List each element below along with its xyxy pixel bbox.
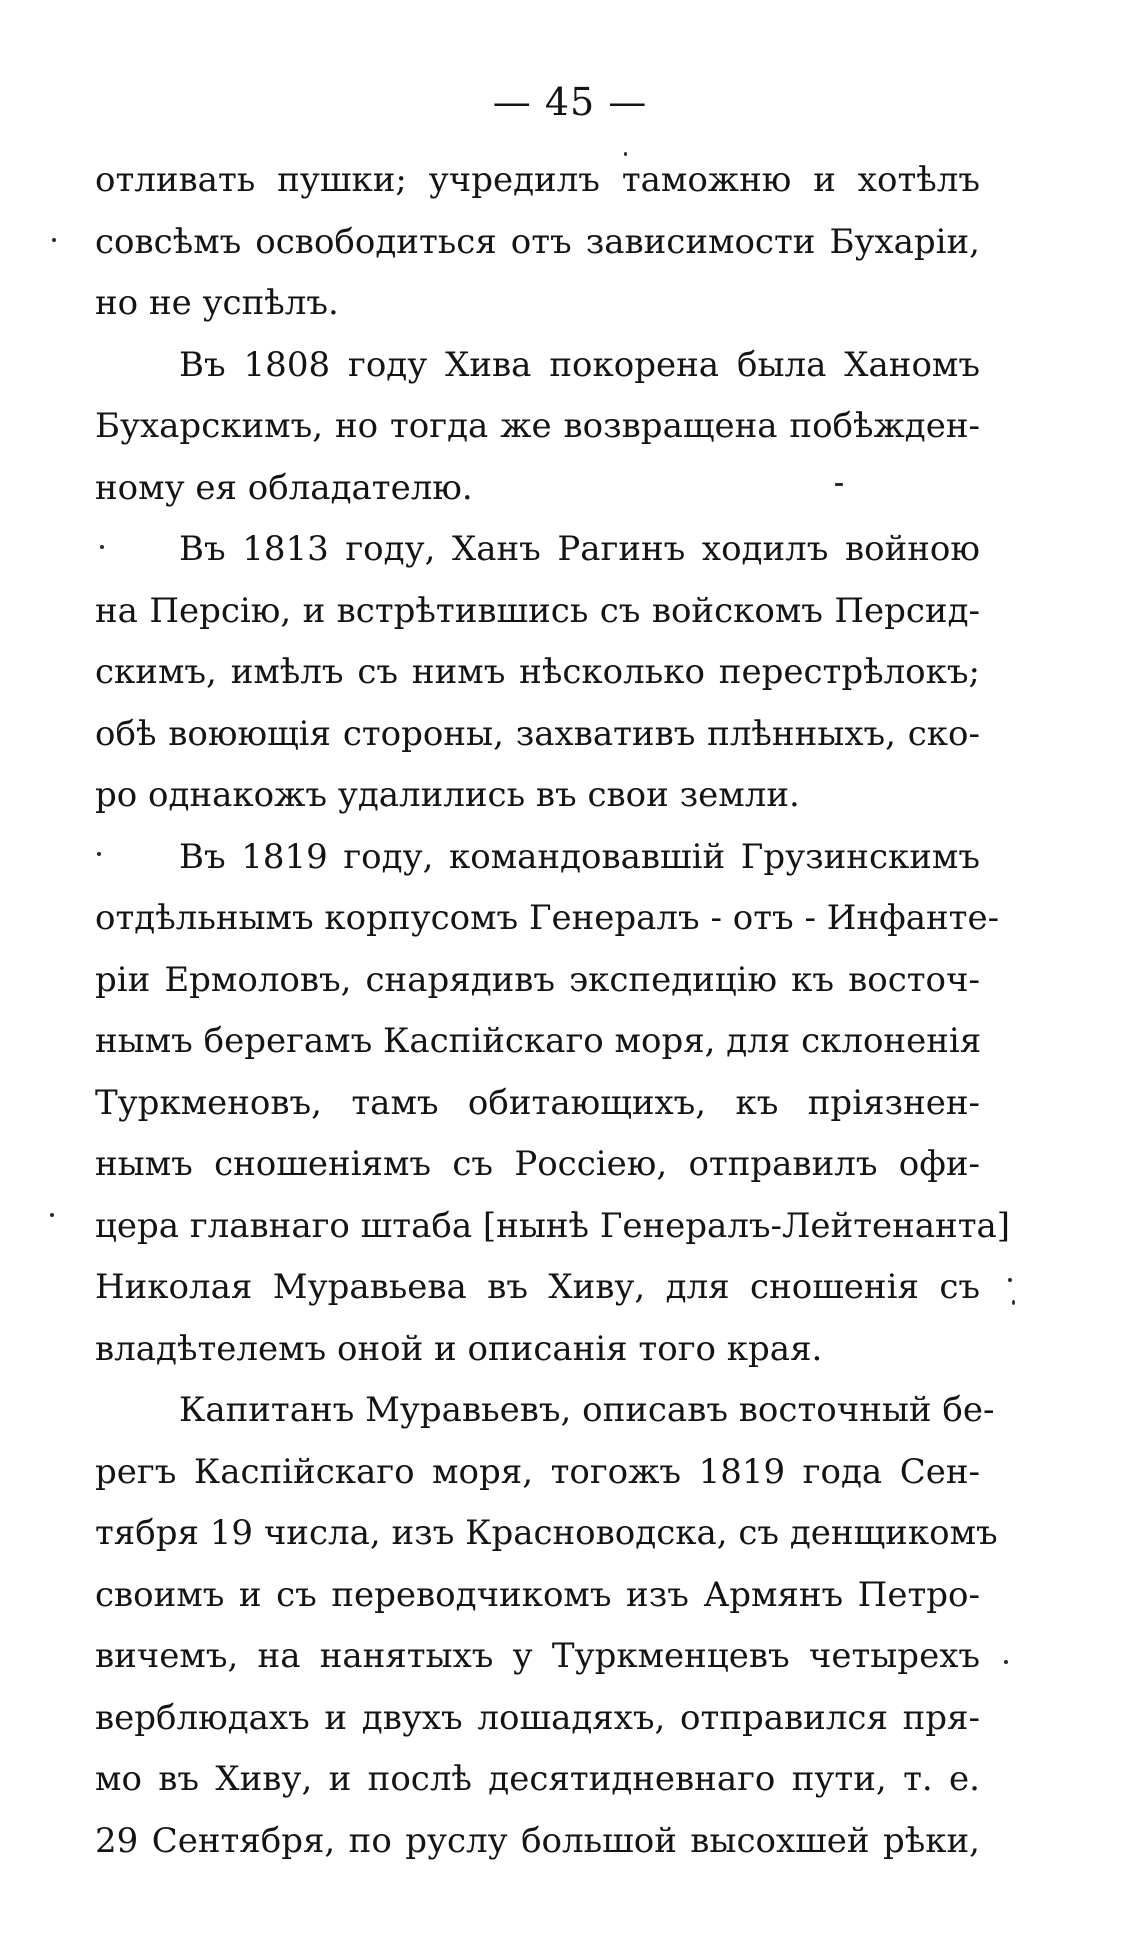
ink-speck (100, 545, 104, 549)
text-line: отдѣльнымъ корпусомъ Генералъ - отъ - Инфанте- (95, 898, 1000, 938)
ink-speck (624, 152, 627, 156)
text-line: мо въ Хиву, и послѣ десятидневнаго пути, т. е. (95, 1759, 980, 1799)
text-line: обѣ воюющія стороны, захвативъ плѣнныхъ, ско- (95, 713, 980, 754)
text-line: Бухарскимъ, но тогда же возвращена побѣжден- (95, 406, 980, 446)
body-text (95, 150, 1011, 1872)
text-line: ному ея обладателю. (95, 467, 473, 508)
text-line: Туркменовъ, тамъ обитающихъ, къ пріязнен- (95, 1082, 980, 1123)
text-line: вичемъ, на нанятыхъ у Туркменцевъ четырехъ (95, 1636, 980, 1676)
text-line: но не успѣлъ. (95, 283, 339, 323)
ink-speck (1008, 1278, 1012, 1282)
paragraph-start-line: Въ 1813 году, Ханъ Рагинъ ходилъ войною (179, 529, 980, 569)
text-line: ріи Ермоловъ, снарядивъ экспедицію къ восточ- (95, 959, 980, 1000)
text-line: на Персію, и встрѣтившись съ войскомъ Персид- (95, 590, 980, 631)
text-line: Николая Муравьева въ Хиву, для сношенія съ (95, 1267, 980, 1307)
page-number: — 45 — (492, 80, 648, 124)
ink-speck (835, 483, 843, 486)
ink-speck (97, 852, 101, 856)
ink-speck (1012, 1300, 1015, 1305)
text-line: совсѣмъ освободиться отъ зависимости Бухаріи, (95, 221, 980, 262)
text-line: владѣтелемъ оной и описанія того края. (95, 1328, 823, 1369)
text-line: скимъ, имѣлъ съ нимъ нѣсколько перестрѣлокъ; (95, 652, 980, 692)
text-line: верблюдахъ и двухъ лошадяхъ, отправился пря- (95, 1697, 980, 1738)
text-line: тября 19 числа, изъ Красноводска, съ денщикомъ (95, 1513, 998, 1553)
text-line: цера главнаго штаба [нынѣ Генералъ-Лейтенанта] (95, 1205, 1011, 1246)
text-line: нымъ берегамъ Каспійскаго моря, для склоненія (95, 1021, 982, 1061)
ink-speck (52, 238, 56, 242)
ink-speck (50, 1213, 54, 1217)
text-line: отливать пушки; учредилъ таможню и хотѣлъ (95, 160, 980, 200)
text-line: 29 Сентября, по руслу большой высохшей рѣки, (95, 1820, 980, 1861)
paragraph-start-line: Въ 1819 году, командовавшій Грузинскимъ (179, 836, 980, 877)
ink-speck (1004, 1660, 1008, 1664)
paragraph-start-line: Капитанъ Муравьевъ, описавъ восточный бе- (179, 1390, 995, 1430)
text-line: ро однакожъ удалились въ свои земли. (95, 775, 800, 815)
text-line: регъ Каспійскаго моря, тогожъ 1819 года Сен- (95, 1451, 980, 1492)
text-line: нымъ сношеніямъ съ Россіею, отправилъ офи- (95, 1144, 980, 1184)
text-line: своимъ и съ переводчикомъ изъ Армянъ Петро- (95, 1574, 980, 1615)
paragraph-start-line: Въ 1808 году Хива покорена была Ханомъ (179, 344, 980, 385)
